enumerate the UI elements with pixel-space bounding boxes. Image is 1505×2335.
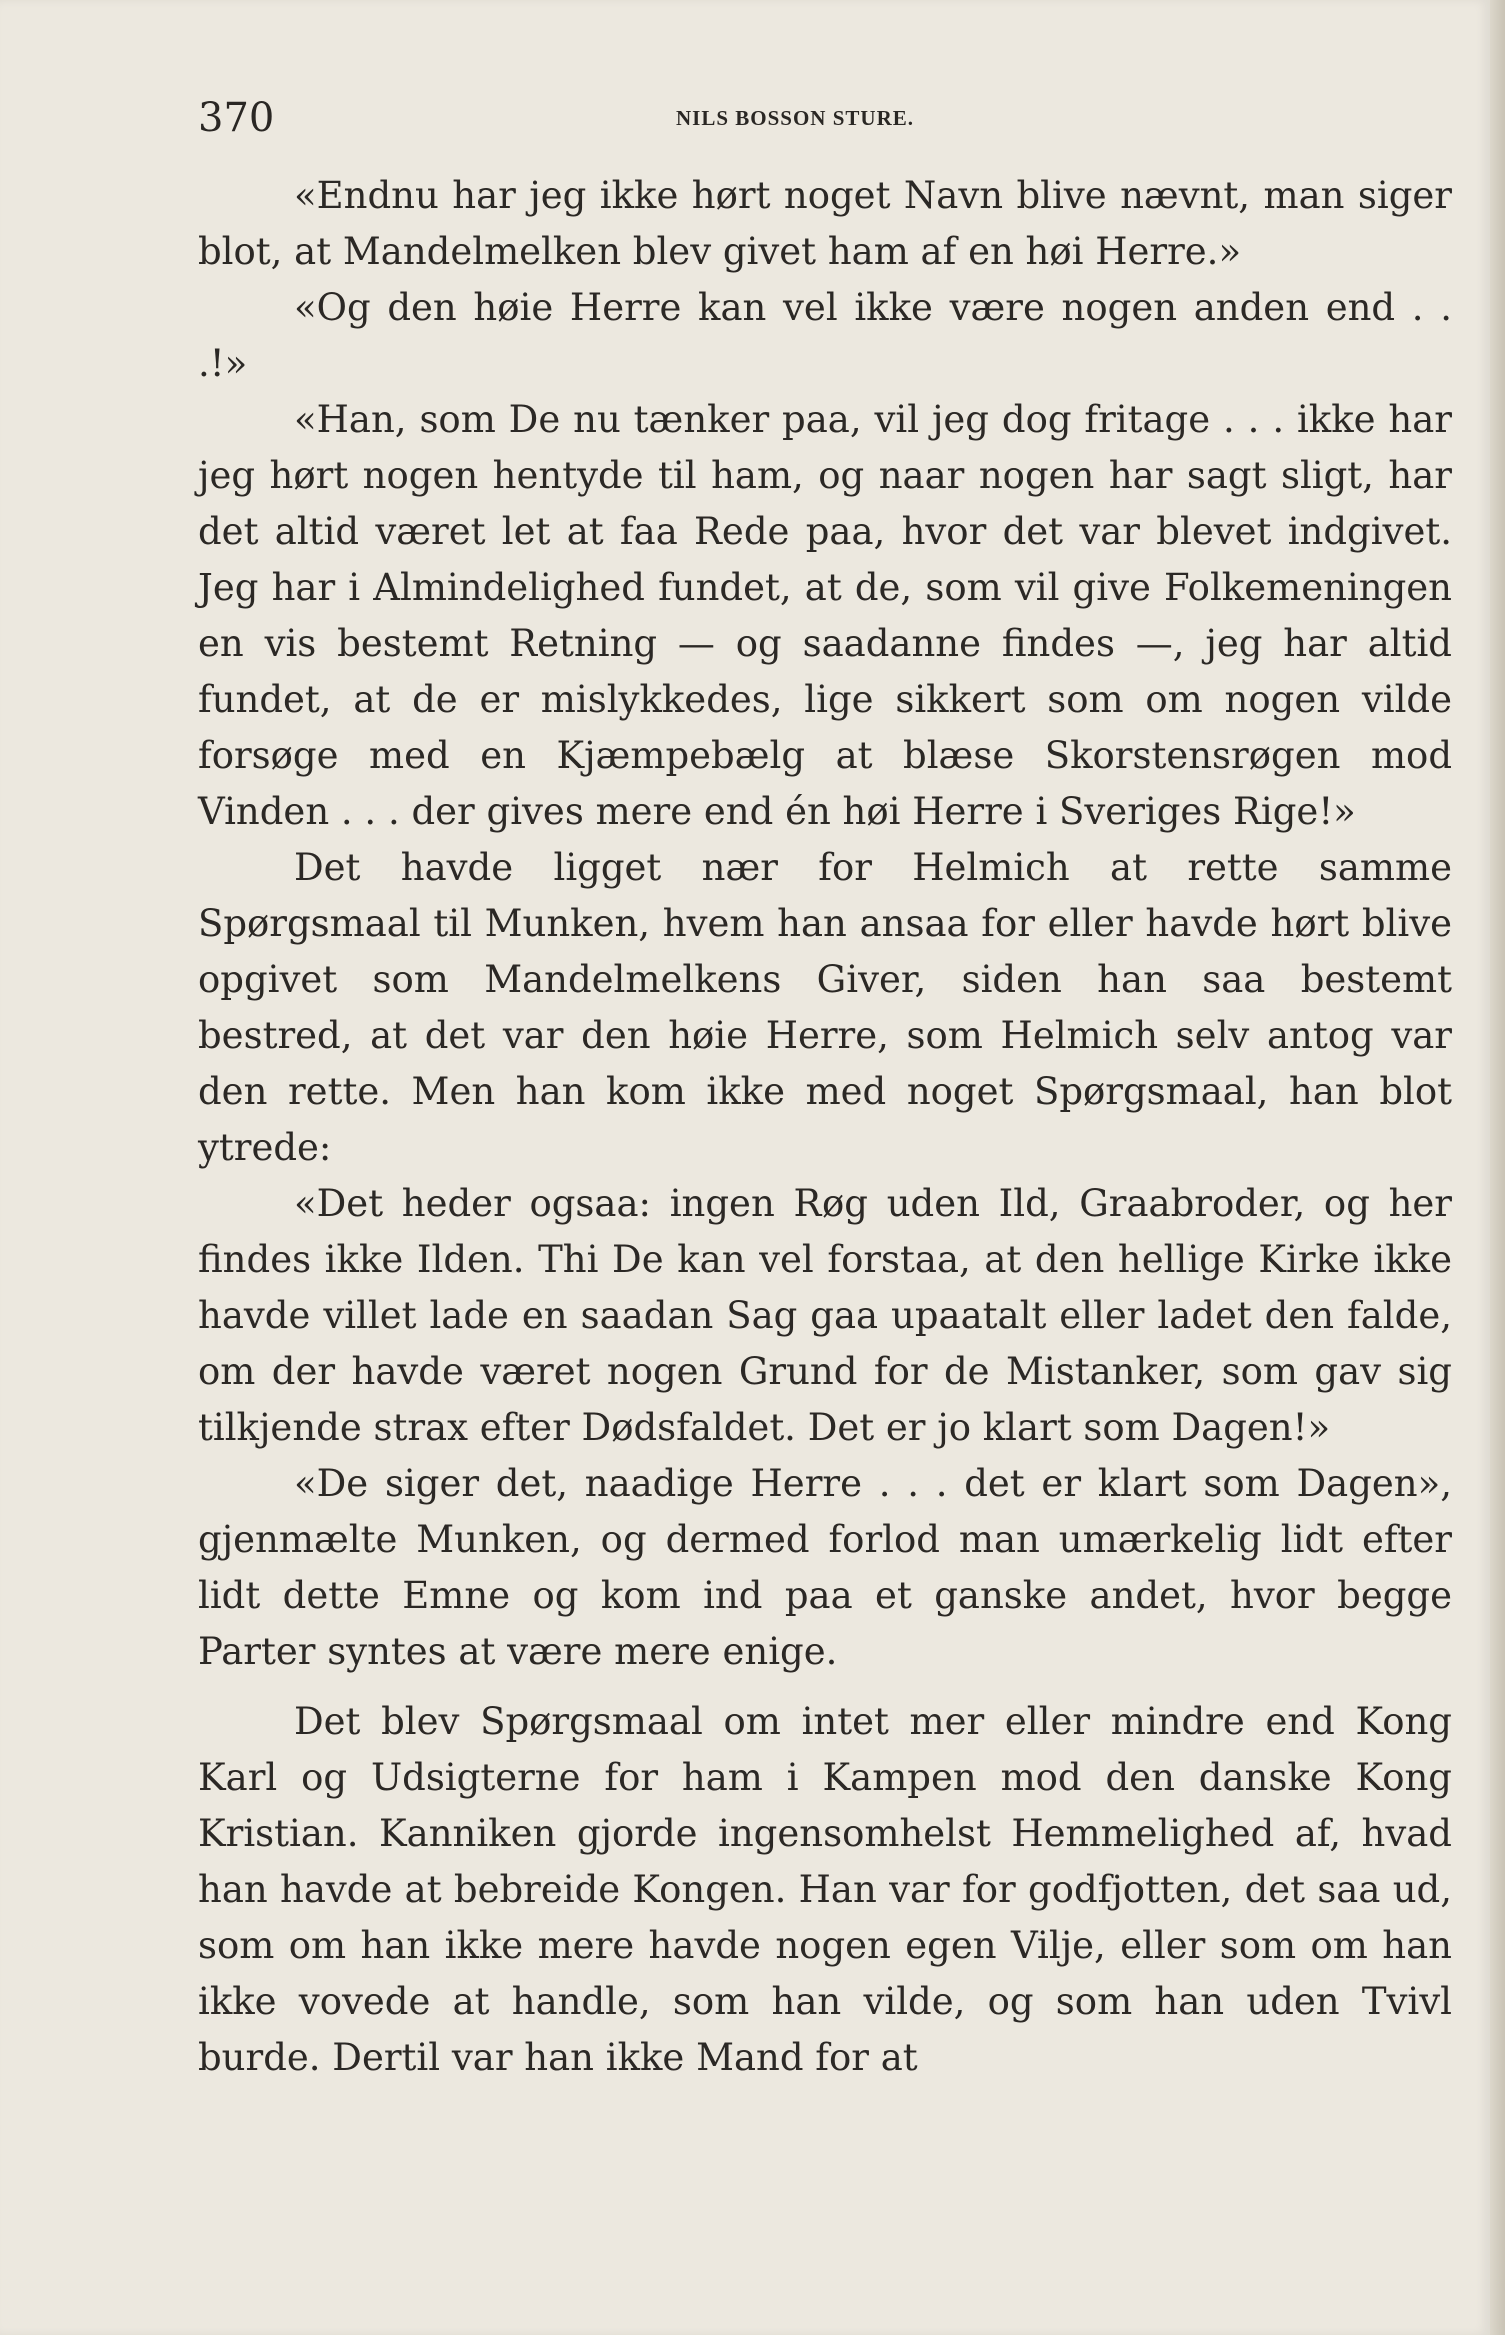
page-number: 370 (198, 95, 275, 141)
paragraph: «Endnu har jeg ikke hørt noget Navn blive nævnt, man siger blot, at Mandelmelken blev givet ham af en høi Herre.» (198, 174, 1452, 273)
paragraph: Det blev Spørgsmaal om intet mer eller mindre end Kong Karl og Udsigterne for ham i Kampen mod den danske Kong Kristian. Kanniken gjorde ingensomhelst Hemmelighed af, hvad han havde at bebreide Kongen. Han var for godfjotten, det saa ud, som om han ikke mere havde nogen egen Vilje, eller som om han ikke vovede at handle, som han vilde, og som han uden Tvivl burde. Dertil var han ikke Mand for at (198, 1700, 1452, 2079)
page-header (0, 88, 1490, 148)
paragraph: «Og den høie Herre kan vel ikke være nogen anden end . . .!» (198, 286, 1452, 385)
paragraph: «De siger det, naadige Herre . . . det er klart som Dagen», gjenmælte Munken, og dermed forlod man umærkelig lidt efter lidt dette Emne og kom ind paa et ganske andet, hvor begge Parter syntes at være mere enige. (198, 1462, 1452, 1673)
paragraph: «Han, som De nu tænker paa, vil jeg dog fritage . . . ikke har jeg hørt nogen hentyde til ham, og naar nogen har sagt sligt, har det altid været let at faa Rede paa, hvor det var blevet indgivet. Jeg har i Almindelighed fundet, at de, som vil give Folkemeningen en vis bestemt Retning — og saadanne findes —, jeg har altid fundet, at de er mislykkedes, lige sikkert som om nogen vilde forsøge med en Kjæmpebælg at blæse Skorstensrøgen mod Vinden . . . der gives mere end én høi Herre i Sveriges Rige!» (198, 398, 1452, 833)
paragraph: «Det heder ogsaa: ingen Røg uden Ild, Graabroder, og her findes ikke Ilden. Thi De kan vel forstaa, at den hellige Kirke ikke havde villet lade en saadan Sag gaa upaatalt eller ladet den falde, om der havde været nogen Grund for de Mistanker, som gav sig tilkjende strax efter Dødsfaldet. Det er jo klart som Dagen!» (198, 1182, 1452, 1449)
body-text (198, 168, 1452, 2086)
paragraph: Det havde ligget nær for Helmich at rette samme Spørgsmaal til Munken, hvem han ansaa for eller havde hørt blive opgivet som Mandelmelkens Giver, siden han saa bestemt bestred, at det var den høie Herre, som Helmich selv antog var den rette. Men han kom ikke med noget Spørgsmaal, han blot ytrede: (198, 846, 1452, 1169)
page-edge (1490, 0, 1505, 2335)
running-title: NILS BOSSON STURE. (676, 106, 914, 130)
